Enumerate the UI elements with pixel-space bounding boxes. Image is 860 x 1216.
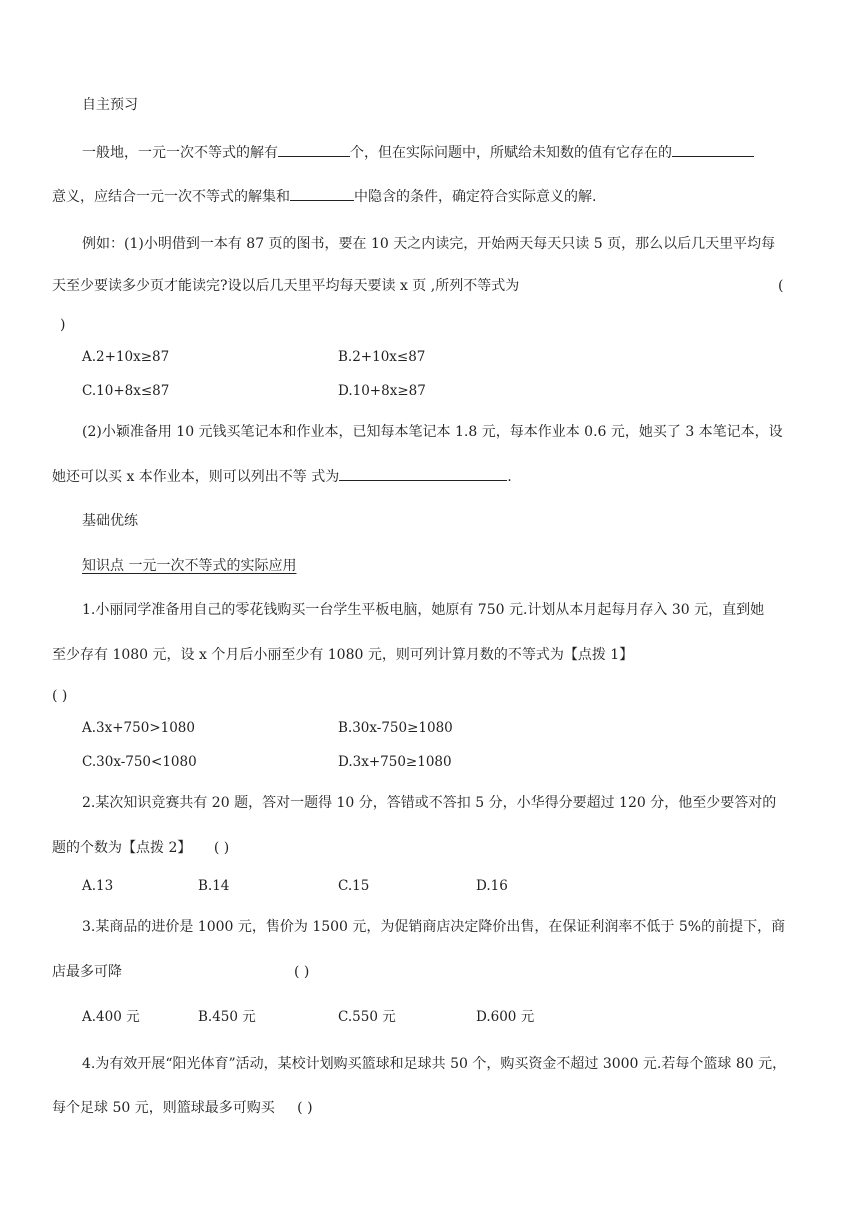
q1-option-a: A.3x+750>1080 [82,720,195,736]
blank-3 [290,186,354,201]
example1-paren-open: ( [778,278,784,294]
example1-line2: 天至少要读多少页才能读完?设以后几天里平均每天要读 x 页 ,所列不等式为 [52,278,520,294]
q2-option-a: A.13 [82,878,114,894]
example1-line1: 例如：(1)小明借到一本有 87 页的图书，要在 10 天之内读完，开始两天每天只读 5 页，那么以后几天里平均每 [82,236,776,252]
intro-text-b: 个，但在实际问题中，所赋给未知数的值有它存在的 [350,145,672,161]
q2-line2 [52,838,229,858]
example2-period: . [507,469,512,485]
topic-title: 知识点 一元一次不等式的实际应用 [82,558,297,574]
q2-option-c: C.15 [338,878,370,894]
intro-text-a: 一般地，一元一次不等式的解有 [82,145,278,161]
q2-option-b: B.14 [198,878,230,894]
example2-text: 她还可以买 x 本作业本，则可以列出不等 式为 [52,469,340,485]
q1-line2: 至少存有 1080 元，设 x 个月后小丽至少有 1080 元，则可列计算月数的不等式为【点拨 1】 [52,647,634,663]
q3-option-b: B.450 元 [198,1009,256,1025]
example1-paren-close: ) [60,317,66,333]
section-heading-preview: 自主预习 [82,97,138,113]
q1-option-c: C.30x-750<1080 [82,754,197,770]
example1-option-a: A.2+10x≥87 [82,349,170,365]
q2-line1: 2.某次知识竞赛共有 20 题，答对一题得 10 分，答错或不答扣 5 分，小华得分要超过 120 分，他至少要答对的 [82,795,777,811]
q3-option-c: C.550 元 [338,1009,396,1025]
example1-option-d: D.10+8x≥87 [338,383,426,399]
q1-paren: ( ) [52,688,68,704]
example1-option-b: B.2+10x≤87 [338,349,426,365]
preview-intro-line1 [82,142,754,163]
q3-line1: 3.某商品的进价是 1000 元，售价为 1500 元，为促销商店决定降价出售，在保证利润率不低于 5%的前提下，商 [82,919,786,935]
q3-option-a: A.400 元 [82,1009,140,1025]
example2-line2 [52,466,512,487]
example1-option-c: C.10+8x≤87 [82,383,170,399]
q1-line1: 1.小丽同学准备用自己的零花钱购买一台学生平板电脑，她原有 750 元.计划从本月起每月存入 30 元，直到她 [82,602,765,618]
q3-option-d: D.600 元 [476,1009,535,1025]
blank-1 [278,142,350,157]
q4-paren: ( ) [297,1100,313,1116]
blank-2 [672,142,754,157]
example2-line1: (2)小颖准备用 10 元钱买笔记本和作业本，已知每本笔记本 1.8 元，每本作业本 0.6 元，她买了 3 本笔记本，设 [82,424,783,440]
preview-intro-line2 [52,186,596,207]
q1-option-b: B.30x-750≥1080 [338,720,453,736]
q3-line2: 店最多可降 [52,964,122,980]
q3-paren: ( ) [294,964,310,980]
section-heading-practice: 基础优练 [82,513,138,529]
q4-line2 [52,1098,313,1118]
intro-text-d: 中隐含的条件，确定符合实际意义的解. [354,189,597,205]
intro-text-c: 意义，应结合一元一次不等式的解集和 [52,189,290,205]
q2-paren: ( ) [213,840,230,856]
q4-line1: 4.为有效开展“阳光体育”活动，某校计划购买篮球和足球共 50 个，购买资金不超过 3000 元.若每个篮球 80 元， [82,1056,787,1072]
blank-4 [339,466,507,481]
q1-option-d: D.3x+750≥1080 [338,754,452,770]
q4-text: 每个足球 50 元，则篮球最多可购买 [52,1100,275,1116]
q2-option-d: D.16 [476,878,508,894]
q2-text: 题的个数为【点拨 2】 [52,840,192,856]
